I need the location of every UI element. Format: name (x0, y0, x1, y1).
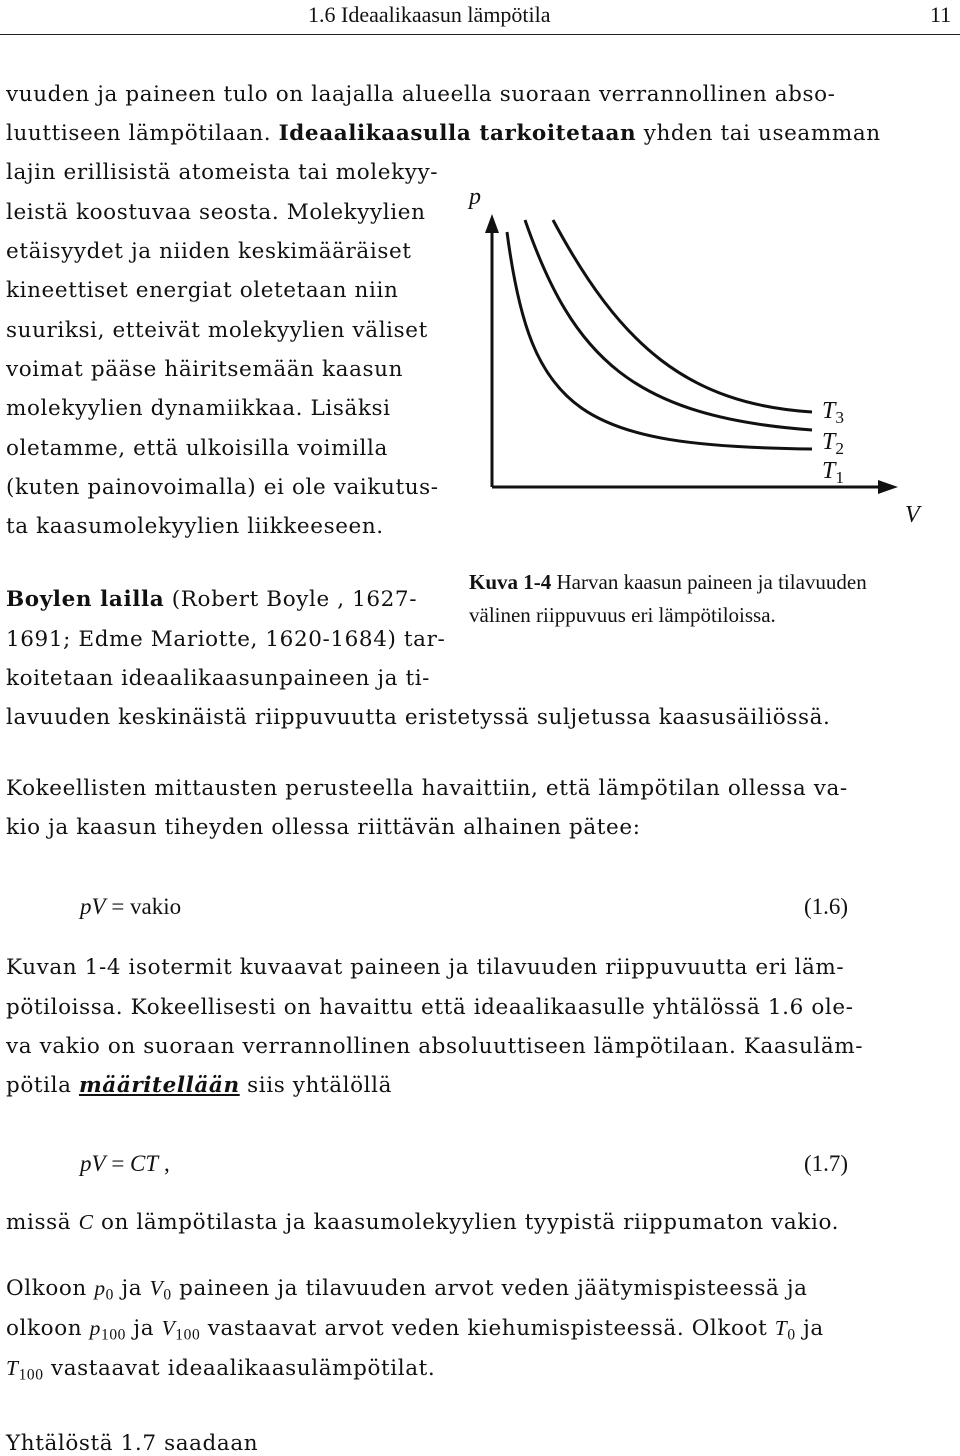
body-line: voimat pääse häiritsemään kaasun (6, 357, 404, 382)
equation-number: (1.7) (804, 1151, 849, 1176)
body-line: pötila määritellään siis yhtälöllä (6, 1073, 393, 1098)
body-line: kio ja kaasun tiheyden ollessa riittävän alhainen pätee: (6, 815, 641, 840)
x-axis-arrowhead (878, 480, 898, 494)
curve-label-t1: $T_1$ (822, 458, 844, 487)
body-line: leistä koostuvaa seosta. Molekyylien (6, 200, 426, 225)
figure-caption-label: Kuva 1-4 (469, 570, 552, 594)
defined-term: Boylen lailla (6, 587, 165, 612)
isotherm-curve-t1 (507, 232, 812, 449)
body-line: oletamme, että ulkoisilla voimilla (6, 436, 388, 461)
page-number: 11 (930, 2, 952, 27)
body-line: etäisyydet ja niiden keskimääräiset (6, 239, 412, 264)
body-line: $T_{100}$ vastaavat ideaalikaasulämpötilat. (6, 1356, 436, 1384)
text-span: yhden tai useamman (636, 121, 881, 146)
body-line: suuriksi, etteivät molekyylien väliset (6, 318, 428, 343)
body-line (6, 121, 881, 146)
body-line: (kuten painovoimalla) ei ole vaikutus- (6, 475, 439, 500)
body-line: koitetaan ideaalikaasunpaineen ja ti- (6, 666, 431, 691)
body-line: missä C on lämpötilasta ja kaasumolekyylien tyypistä riippumaton vakio. (6, 1210, 840, 1235)
variable: p (89, 1316, 101, 1340)
curve-label-t3: $T_3$ (822, 398, 844, 427)
body-line: lavuuden keskinäistä riippuvuutta eristetyssä suljetussa kaasusäiliössä. (6, 705, 831, 730)
body-line: Boylen lailla (Robert Boyle , 1627- (6, 587, 418, 612)
body-line: lajin erillisistä atomeista tai molekyy- (6, 160, 439, 185)
figure-caption-line: Kuva 1-4 Harvan kaasun paineen ja tilavuuden (469, 570, 867, 594)
figure-caption-line: välinen riippuvuus eri lämpötiloissa. (469, 603, 776, 627)
axis-label-pressure: p (469, 184, 481, 210)
curve-label-t2: $T_2$ (822, 429, 844, 458)
isotherm-figure (455, 180, 960, 540)
body-line: olkoon $p_{100}$ ja $V_{100}$ vastaavat arvot veden kiehumispisteessä. Olkoot $T_0$ ja (6, 1316, 824, 1344)
body-line: ta kaasumolekyylien liikkeeseen. (6, 514, 384, 539)
body-line: 1691; Edme Mariotte, 1620-1684) tar- (6, 627, 446, 652)
body-line: molekyylien dynamiikkaa. Lisäksi (6, 396, 391, 421)
body-line: Kuvan 1-4 isotermit kuvaavat paineen ja tilavuuden riippuvuutta eri läm- (6, 955, 845, 980)
header-rule (0, 34, 960, 35)
equation-1-7: pV = CT , (80, 1151, 170, 1176)
body-line: Olkoon $p_0$ ja $V_0$ paineen ja tilavuuden arvot veden jäätymispisteessä ja (6, 1276, 808, 1304)
variable: V (149, 1276, 164, 1300)
y-axis-arrowhead (485, 214, 499, 233)
variable: V (161, 1316, 176, 1340)
variable: T (6, 1356, 19, 1380)
equation-1-6: pV = vakio (80, 894, 182, 919)
body-line: va vakio on suoraan verrannollinen absoluuttiseen lämpötilaan. Kaasuläm- (6, 1034, 864, 1059)
body-line: kineettiset energiat oletetaan niin (6, 278, 399, 303)
body-line: pötiloissa. Kokeellisesti on havaittu että ideaalikaasulle yhtälössä 1.6 ole- (6, 995, 854, 1020)
defined-term: määritellään (78, 1073, 240, 1098)
variable: C (78, 1210, 94, 1234)
header-section-title: 1.6 Ideaalikaasun lämpötila (308, 2, 551, 27)
text-span: luuttiseen lämpötilaan. (6, 121, 279, 146)
body-line: vuuden ja paineen tulo on laajalla alueella suoraan verrannollinen abso- (6, 82, 836, 107)
body-line: Kokeellisten mittausten perusteella havaittiin, että lämpötilan ollessa va- (6, 776, 848, 801)
body-line: Yhtälöstä 1.7 saadaan (6, 1431, 259, 1456)
variable: p (94, 1276, 106, 1300)
axis-label-volume: V (905, 502, 920, 528)
variable: T (774, 1316, 788, 1340)
defined-term: Ideaalikaasulla tarkoitetaan (278, 121, 637, 146)
isotherm-curve-t3 (553, 220, 812, 412)
running-header (308, 2, 551, 28)
equation-number: (1.6) (804, 894, 849, 919)
